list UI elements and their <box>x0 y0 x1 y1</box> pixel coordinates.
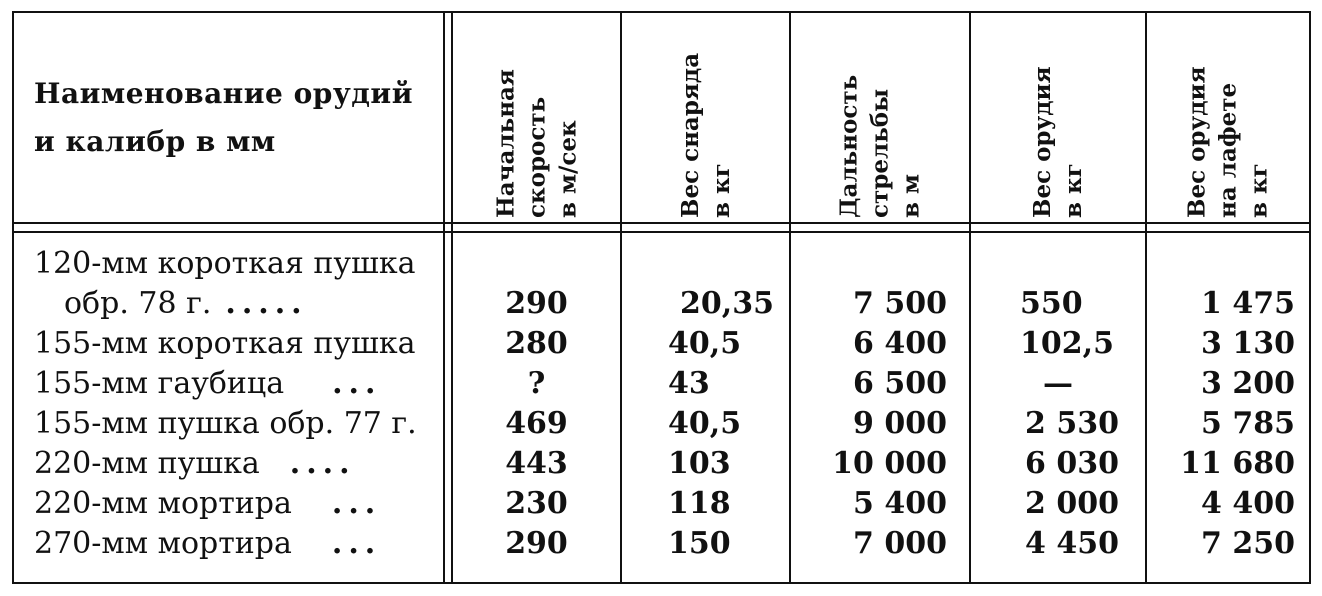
cell-range: 9 000 <box>853 406 947 441</box>
header-name-line1: Наименование орудий <box>34 77 413 110</box>
header-shell-weight-line2: в кг <box>707 162 735 218</box>
header-name-column <box>34 70 434 166</box>
leader-dots: ... <box>331 486 382 521</box>
cell-velocity: 443 <box>505 446 568 481</box>
header-gun-weight-line2: в кг <box>1060 162 1087 218</box>
cell-carriage-weight: 1 475 <box>1201 286 1295 321</box>
table-left-rule <box>12 11 14 584</box>
cell-shell-weight: 40,5 <box>668 406 742 441</box>
header-velocity-line2: скорость <box>523 96 550 218</box>
header-carriage-weight-line1: Вес орудия <box>1183 65 1211 218</box>
cell-range: 6 500 <box>853 366 947 401</box>
row-name <box>34 324 424 364</box>
leader-dots: ... <box>331 526 382 561</box>
row-name-text: обр. 78 г. <box>64 286 212 321</box>
row-name-text: 120-мм короткая пушка <box>34 246 416 281</box>
leader-dots: ... <box>332 366 382 401</box>
header-gun-weight-line1: Вес орудия <box>1029 65 1056 218</box>
cell-velocity: 290 <box>505 286 568 321</box>
row-name <box>34 244 424 284</box>
row-name-text: 155-мм пушка обр. 77 г. <box>34 406 417 441</box>
cell-shell-weight: 118 <box>668 486 731 521</box>
row-name <box>34 364 424 404</box>
header-carriage-weight-line2: на лафете <box>1214 82 1242 218</box>
cell-carriage-weight: 3 200 <box>1201 366 1295 401</box>
leader-dots: ..... <box>225 286 308 321</box>
cell-velocity: 290 <box>505 526 568 561</box>
cell-carriage-weight: 5 785 <box>1201 406 1295 441</box>
header-shell-weight-line1: Вес снаряда <box>676 52 704 218</box>
cell-shell-weight: 20,35 <box>680 286 774 321</box>
row-name <box>34 404 424 444</box>
header-velocity <box>453 13 620 222</box>
cell-gun-weight: 6 030 <box>1025 446 1119 481</box>
row-name <box>64 284 454 324</box>
cell-carriage-weight: 4 400 <box>1201 486 1295 521</box>
cell-shell-weight: 40,5 <box>668 326 742 361</box>
row-name <box>34 444 424 484</box>
header-carriage-weight-line3: в кг <box>1245 162 1273 218</box>
header-range-line2: стрельбы <box>866 88 894 218</box>
cell-range: 5 400 <box>853 486 947 521</box>
leader-dots: .... <box>289 446 356 481</box>
header-velocity-line3: в м/сек <box>554 119 581 218</box>
row-name-text: 220-мм мортира <box>34 486 292 521</box>
cell-gun-weight: 2 530 <box>1025 406 1119 441</box>
header-range-line3: в м <box>897 173 925 218</box>
header-velocity-line1: Начальная <box>492 68 519 218</box>
cell-carriage-weight: 3 130 <box>1201 326 1295 361</box>
header-shell-weight <box>622 13 789 222</box>
cell-velocity: 230 <box>505 486 568 521</box>
cell-velocity: 280 <box>505 326 568 361</box>
cell-carriage-weight: 11 680 <box>1180 446 1295 481</box>
cell-velocity: 469 <box>505 406 568 441</box>
row-name <box>34 524 424 564</box>
header-range-line1: Дальность <box>835 74 863 218</box>
cell-shell-weight: 103 <box>668 446 731 481</box>
cell-velocity: ? <box>527 366 546 401</box>
cell-range: 6 400 <box>853 326 947 361</box>
header-gun-weight <box>971 13 1145 222</box>
cell-shell-weight: 43 <box>668 366 710 401</box>
cell-gun-weight: 102,5 <box>1020 326 1114 361</box>
header-range <box>791 13 969 222</box>
cell-gun-weight: — <box>1043 366 1073 401</box>
header-separator-lower <box>12 231 1311 233</box>
cell-range: 10 000 <box>832 446 947 481</box>
cell-gun-weight: 2 000 <box>1025 486 1119 521</box>
row-name-text: 270-мм мортира <box>34 526 292 561</box>
table-bottom-rule <box>12 582 1311 584</box>
row-name-text: 155-мм короткая пушка <box>34 326 416 361</box>
header-name-line2: и калибр в мм <box>34 125 276 158</box>
cell-gun-weight: 4 450 <box>1025 526 1119 561</box>
row-name-text: 220-мм пушка <box>34 446 260 481</box>
header-separator-upper <box>12 222 1311 224</box>
cell-shell-weight: 150 <box>668 526 731 561</box>
row-name <box>34 484 424 524</box>
row-name-text: 155-мм гаубица <box>34 366 285 401</box>
cell-gun-weight: 550 <box>1020 286 1083 321</box>
cell-carriage-weight: 7 250 <box>1201 526 1295 561</box>
cell-range: 7 000 <box>853 526 947 561</box>
header-carriage-weight <box>1147 13 1309 222</box>
table-right-rule <box>1309 11 1311 584</box>
cell-range: 7 500 <box>853 286 947 321</box>
